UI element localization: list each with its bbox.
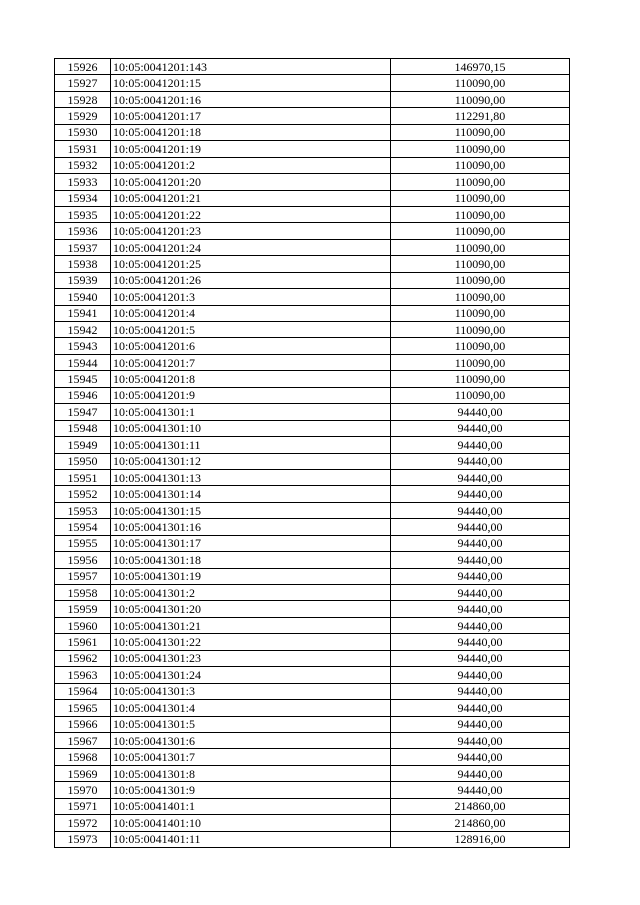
cadastral-number-cell: 10:05:0041201:17 bbox=[111, 108, 391, 124]
table-row bbox=[55, 239, 570, 255]
cadastral-number-cell: 10:05:0041201:21 bbox=[111, 190, 391, 206]
cadastral-number-cell: 10:05:0041301:14 bbox=[111, 486, 391, 502]
cadastral-number-cell: 10:05:0041301:17 bbox=[111, 535, 391, 551]
cadastral-number-cell: 10:05:0041201:18 bbox=[111, 124, 391, 140]
row-number-cell: 15929 bbox=[55, 108, 111, 124]
cadastral-number-cell: 10:05:0041301:6 bbox=[111, 732, 391, 748]
table-row bbox=[55, 338, 570, 354]
value-cell: 110090,00 bbox=[391, 223, 570, 239]
value-cell: 94440,00 bbox=[391, 568, 570, 584]
row-number-cell: 15943 bbox=[55, 338, 111, 354]
cadastral-number-cell: 10:05:0041201:3 bbox=[111, 289, 391, 305]
value-cell: 94440,00 bbox=[391, 519, 570, 535]
table-row bbox=[55, 486, 570, 502]
value-cell: 110090,00 bbox=[391, 206, 570, 222]
table-row bbox=[55, 700, 570, 716]
table-row bbox=[55, 716, 570, 732]
table-row bbox=[55, 667, 570, 683]
value-cell: 110090,00 bbox=[391, 141, 570, 157]
row-number-cell: 15933 bbox=[55, 174, 111, 190]
row-number-cell: 15947 bbox=[55, 404, 111, 420]
value-cell: 94440,00 bbox=[391, 716, 570, 732]
row-number-cell: 15932 bbox=[55, 157, 111, 173]
cadastral-number-cell: 10:05:0041201:24 bbox=[111, 239, 391, 255]
table-row bbox=[55, 420, 570, 436]
table-row bbox=[55, 190, 570, 206]
cadastral-number-cell: 10:05:0041201:19 bbox=[111, 141, 391, 157]
cadastral-number-cell: 10:05:0041201:2 bbox=[111, 157, 391, 173]
cadastral-number-cell: 10:05:0041301:4 bbox=[111, 700, 391, 716]
cadastral-number-cell: 10:05:0041201:5 bbox=[111, 322, 391, 338]
row-number-cell: 15953 bbox=[55, 502, 111, 518]
table-row bbox=[55, 437, 570, 453]
row-number-cell: 15966 bbox=[55, 716, 111, 732]
row-number-cell: 15938 bbox=[55, 256, 111, 272]
value-cell: 94440,00 bbox=[391, 700, 570, 716]
value-cell: 94440,00 bbox=[391, 683, 570, 699]
table-row bbox=[55, 831, 570, 847]
table-row bbox=[55, 59, 570, 75]
row-number-cell: 15972 bbox=[55, 815, 111, 831]
table-row bbox=[55, 108, 570, 124]
value-cell: 110090,00 bbox=[391, 91, 570, 107]
table-row bbox=[55, 453, 570, 469]
table-row bbox=[55, 256, 570, 272]
row-number-cell: 15927 bbox=[55, 75, 111, 91]
cadastral-number-cell: 10:05:0041301:9 bbox=[111, 782, 391, 798]
cadastral-number-cell: 10:05:0041301:8 bbox=[111, 765, 391, 781]
table-row bbox=[55, 387, 570, 403]
value-cell: 94440,00 bbox=[391, 749, 570, 765]
row-number-cell: 15967 bbox=[55, 732, 111, 748]
cadastral-number-cell: 10:05:0041301:10 bbox=[111, 420, 391, 436]
cadastral-number-cell: 10:05:0041201:4 bbox=[111, 305, 391, 321]
cadastral-number-cell: 10:05:0041301:5 bbox=[111, 716, 391, 732]
value-cell: 94440,00 bbox=[391, 486, 570, 502]
cadastral-number-cell: 10:05:0041201:6 bbox=[111, 338, 391, 354]
table-row bbox=[55, 634, 570, 650]
cadastral-number-cell: 10:05:0041301:16 bbox=[111, 519, 391, 535]
value-cell: 110090,00 bbox=[391, 305, 570, 321]
table-row bbox=[55, 617, 570, 633]
row-number-cell: 15944 bbox=[55, 354, 111, 370]
table-row bbox=[55, 650, 570, 666]
table-row bbox=[55, 322, 570, 338]
row-number-cell: 15940 bbox=[55, 289, 111, 305]
table-row bbox=[55, 305, 570, 321]
value-cell: 110090,00 bbox=[391, 239, 570, 255]
table-row bbox=[55, 519, 570, 535]
cadastral-number-cell: 10:05:0041401:1 bbox=[111, 798, 391, 814]
value-cell: 94440,00 bbox=[391, 782, 570, 798]
row-number-cell: 15971 bbox=[55, 798, 111, 814]
table-row bbox=[55, 157, 570, 173]
table-row bbox=[55, 289, 570, 305]
row-number-cell: 15962 bbox=[55, 650, 111, 666]
value-cell: 110090,00 bbox=[391, 338, 570, 354]
row-number-cell: 15934 bbox=[55, 190, 111, 206]
cadastral-number-cell: 10:05:0041301:11 bbox=[111, 437, 391, 453]
table-row bbox=[55, 174, 570, 190]
cadastral-number-cell: 10:05:0041301:24 bbox=[111, 667, 391, 683]
cadastral-number-cell: 10:05:0041301:18 bbox=[111, 552, 391, 568]
row-number-cell: 15931 bbox=[55, 141, 111, 157]
table-row bbox=[55, 91, 570, 107]
value-cell: 94440,00 bbox=[391, 420, 570, 436]
table-row bbox=[55, 815, 570, 831]
cadastral-number-cell: 10:05:0041301:13 bbox=[111, 469, 391, 485]
row-number-cell: 15965 bbox=[55, 700, 111, 716]
table-row bbox=[55, 683, 570, 699]
cadastral-number-cell: 10:05:0041301:22 bbox=[111, 634, 391, 650]
value-cell: 94440,00 bbox=[391, 667, 570, 683]
row-number-cell: 15956 bbox=[55, 552, 111, 568]
row-number-cell: 15957 bbox=[55, 568, 111, 584]
value-cell: 94440,00 bbox=[391, 732, 570, 748]
cadastral-number-cell: 10:05:0041201:22 bbox=[111, 206, 391, 222]
cadastral-number-cell: 10:05:0041301:15 bbox=[111, 502, 391, 518]
cadastral-number-cell: 10:05:0041301:21 bbox=[111, 617, 391, 633]
table-row bbox=[55, 502, 570, 518]
value-cell: 110090,00 bbox=[391, 272, 570, 288]
row-number-cell: 15952 bbox=[55, 486, 111, 502]
row-number-cell: 15969 bbox=[55, 765, 111, 781]
value-cell: 110090,00 bbox=[391, 371, 570, 387]
cadastral-number-cell: 10:05:0041401:11 bbox=[111, 831, 391, 847]
cadastral-number-cell: 10:05:0041201:26 bbox=[111, 272, 391, 288]
value-cell: 94440,00 bbox=[391, 502, 570, 518]
value-cell: 146970,15 bbox=[391, 59, 570, 75]
row-number-cell: 15948 bbox=[55, 420, 111, 436]
table-row bbox=[55, 141, 570, 157]
value-cell: 112291,80 bbox=[391, 108, 570, 124]
row-number-cell: 15950 bbox=[55, 453, 111, 469]
row-number-cell: 15928 bbox=[55, 91, 111, 107]
cadastral-value-table bbox=[54, 58, 570, 848]
table-row bbox=[55, 354, 570, 370]
value-cell: 110090,00 bbox=[391, 174, 570, 190]
cadastral-number-cell: 10:05:0041201:20 bbox=[111, 174, 391, 190]
table-row bbox=[55, 206, 570, 222]
cadastral-number-cell: 10:05:0041201:7 bbox=[111, 354, 391, 370]
value-cell: 94440,00 bbox=[391, 453, 570, 469]
row-number-cell: 15942 bbox=[55, 322, 111, 338]
table-row bbox=[55, 749, 570, 765]
row-number-cell: 15936 bbox=[55, 223, 111, 239]
value-cell: 94440,00 bbox=[391, 617, 570, 633]
row-number-cell: 15973 bbox=[55, 831, 111, 847]
value-cell: 94440,00 bbox=[391, 552, 570, 568]
cadastral-number-cell: 10:05:0041301:2 bbox=[111, 585, 391, 601]
row-number-cell: 15963 bbox=[55, 667, 111, 683]
table-row bbox=[55, 124, 570, 140]
value-cell: 110090,00 bbox=[391, 354, 570, 370]
value-cell: 110090,00 bbox=[391, 157, 570, 173]
row-number-cell: 15941 bbox=[55, 305, 111, 321]
row-number-cell: 15930 bbox=[55, 124, 111, 140]
table-row bbox=[55, 601, 570, 617]
cadastral-number-cell: 10:05:0041201:143 bbox=[111, 59, 391, 75]
row-number-cell: 15964 bbox=[55, 683, 111, 699]
value-cell: 94440,00 bbox=[391, 601, 570, 617]
row-number-cell: 15939 bbox=[55, 272, 111, 288]
table-row bbox=[55, 798, 570, 814]
cadastral-number-cell: 10:05:0041201:8 bbox=[111, 371, 391, 387]
table-row bbox=[55, 552, 570, 568]
table-row bbox=[55, 568, 570, 584]
cadastral-number-cell: 10:05:0041201:23 bbox=[111, 223, 391, 239]
table-row bbox=[55, 75, 570, 91]
cadastral-number-cell: 10:05:0041301:20 bbox=[111, 601, 391, 617]
value-cell: 94440,00 bbox=[391, 585, 570, 601]
row-number-cell: 15954 bbox=[55, 519, 111, 535]
value-cell: 110090,00 bbox=[391, 124, 570, 140]
table-row bbox=[55, 469, 570, 485]
table-body bbox=[55, 59, 570, 848]
value-cell: 94440,00 bbox=[391, 650, 570, 666]
table-row bbox=[55, 765, 570, 781]
value-cell: 94440,00 bbox=[391, 404, 570, 420]
cadastral-number-cell: 10:05:0041201:15 bbox=[111, 75, 391, 91]
value-cell: 94440,00 bbox=[391, 634, 570, 650]
row-number-cell: 15958 bbox=[55, 585, 111, 601]
value-cell: 214860,00 bbox=[391, 815, 570, 831]
table-row bbox=[55, 535, 570, 551]
value-cell: 94440,00 bbox=[391, 469, 570, 485]
row-number-cell: 15959 bbox=[55, 601, 111, 617]
table-row bbox=[55, 272, 570, 288]
value-cell: 110090,00 bbox=[391, 190, 570, 206]
row-number-cell: 15926 bbox=[55, 59, 111, 75]
value-cell: 214860,00 bbox=[391, 798, 570, 814]
cadastral-number-cell: 10:05:0041301:12 bbox=[111, 453, 391, 469]
table-row bbox=[55, 371, 570, 387]
row-number-cell: 15960 bbox=[55, 617, 111, 633]
row-number-cell: 15970 bbox=[55, 782, 111, 798]
row-number-cell: 15949 bbox=[55, 437, 111, 453]
value-cell: 110090,00 bbox=[391, 289, 570, 305]
table-row bbox=[55, 782, 570, 798]
value-cell: 110090,00 bbox=[391, 322, 570, 338]
cadastral-number-cell: 10:05:0041301:3 bbox=[111, 683, 391, 699]
cadastral-number-cell: 10:05:0041201:25 bbox=[111, 256, 391, 272]
row-number-cell: 15937 bbox=[55, 239, 111, 255]
row-number-cell: 15935 bbox=[55, 206, 111, 222]
table-row bbox=[55, 585, 570, 601]
table-row bbox=[55, 404, 570, 420]
cadastral-number-cell: 10:05:0041301:1 bbox=[111, 404, 391, 420]
row-number-cell: 15961 bbox=[55, 634, 111, 650]
value-cell: 94440,00 bbox=[391, 765, 570, 781]
row-number-cell: 15946 bbox=[55, 387, 111, 403]
value-cell: 94440,00 bbox=[391, 437, 570, 453]
value-cell: 110090,00 bbox=[391, 387, 570, 403]
cadastral-number-cell: 10:05:0041401:10 bbox=[111, 815, 391, 831]
value-cell: 110090,00 bbox=[391, 75, 570, 91]
cadastral-number-cell: 10:05:0041201:9 bbox=[111, 387, 391, 403]
value-cell: 110090,00 bbox=[391, 256, 570, 272]
cadastral-number-cell: 10:05:0041301:19 bbox=[111, 568, 391, 584]
cadastral-number-cell: 10:05:0041201:16 bbox=[111, 91, 391, 107]
value-cell: 128916,00 bbox=[391, 831, 570, 847]
table-row bbox=[55, 223, 570, 239]
row-number-cell: 15968 bbox=[55, 749, 111, 765]
row-number-cell: 15951 bbox=[55, 469, 111, 485]
cadastral-number-cell: 10:05:0041301:7 bbox=[111, 749, 391, 765]
value-cell: 94440,00 bbox=[391, 535, 570, 551]
cadastral-number-cell: 10:05:0041301:23 bbox=[111, 650, 391, 666]
table-row bbox=[55, 732, 570, 748]
row-number-cell: 15945 bbox=[55, 371, 111, 387]
row-number-cell: 15955 bbox=[55, 535, 111, 551]
